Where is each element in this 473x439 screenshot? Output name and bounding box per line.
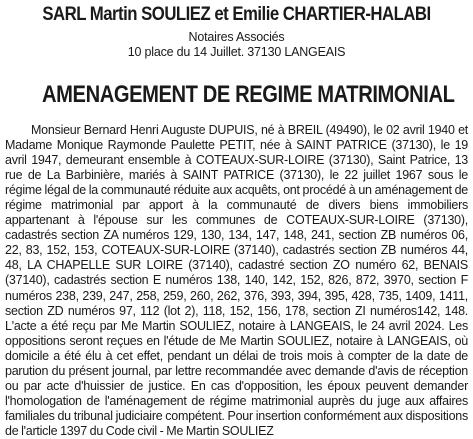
firm-address: 10 place du 14 Juillet. 37130 LANGEAIS — [127, 45, 346, 59]
firm-title: Notaires Associés — [188, 30, 285, 44]
legal-notice — [5, 0, 468, 439]
notice-body: Monsieur Bernard Henri Auguste DUPUIS, né à BREIL (49490), le 02 avril 1940 et Madame Monique Raymonde Paulette PETIT, née à SAINT PATRICE (37130), le 19 avril 1947, demeurant ensemble à COTEAUX-SUR-LOIRE (37130), Saint Patrice, 13 rue de La Barbinière, mariés à SAINT PATRICE (37130), le 22 juillet 1967 sous le régime légal de la communauté réduite aux acquêts, ont procédé à un aménagement de régime matrimonial par apport à la communauté de divers biens immobiliers appartenant à l'épouse sur les communes de COTEAUX-SUR-LOIRE (37130), cadastrés section ZA numéros 129, 130, 134, 147, 148, 241, section ZB numéros 06, 22, 83, 152, 153, COTEAUX-SUR-LOIRE (37140), cadastrés section ZB numéros 44, 48, LA CHAPELLE SUR LOIRE (37140), cadastré section ZO numéro 62, BENAIS (37140), cadastrés section E numéros 138, 140, 142, 152, 826, 872, 3970, section F numéros 238, 239, 247, 258, 259, 260, 262, 376, 393, 394, 395, 428, 735, 1409, 1411, section ZD numéros 97, 112 (lot 2), 118, 152, 156, 178, section ZI numéros142, 148. L'acte a été reçu par Me Martin SOULIEZ, notaire à LANGEAIS, le 24 avril 2024. Les oppositions seront reçues en l'étude de Me Martin SOULIEZ, notaire à LANGEAIS, où domicile a été élu à cet effet, pendant un délai de trois mois à compter de la date de parution du présent journal, par lettre recommandée avec demande d'avis de réception ou par acte d'huissier de justice. En cas d'opposition, les époux peuvent demander l'homologation de l'aménagement de régime matrimonial auprès du juge aux affaires familiales du tribunal judiciaire compétent. Pour insertion conformément aux dispositions de l'article 1397 du Code civil - Me Martin SOULIEZ — [5, 123, 468, 438]
notice-title: AMENAGEMENT DE REGIME MATRIMONIAL — [42, 81, 455, 108]
firm-name: SARL Martin SOULIEZ et Emilie CHARTIER-HALABI — [42, 3, 431, 25]
